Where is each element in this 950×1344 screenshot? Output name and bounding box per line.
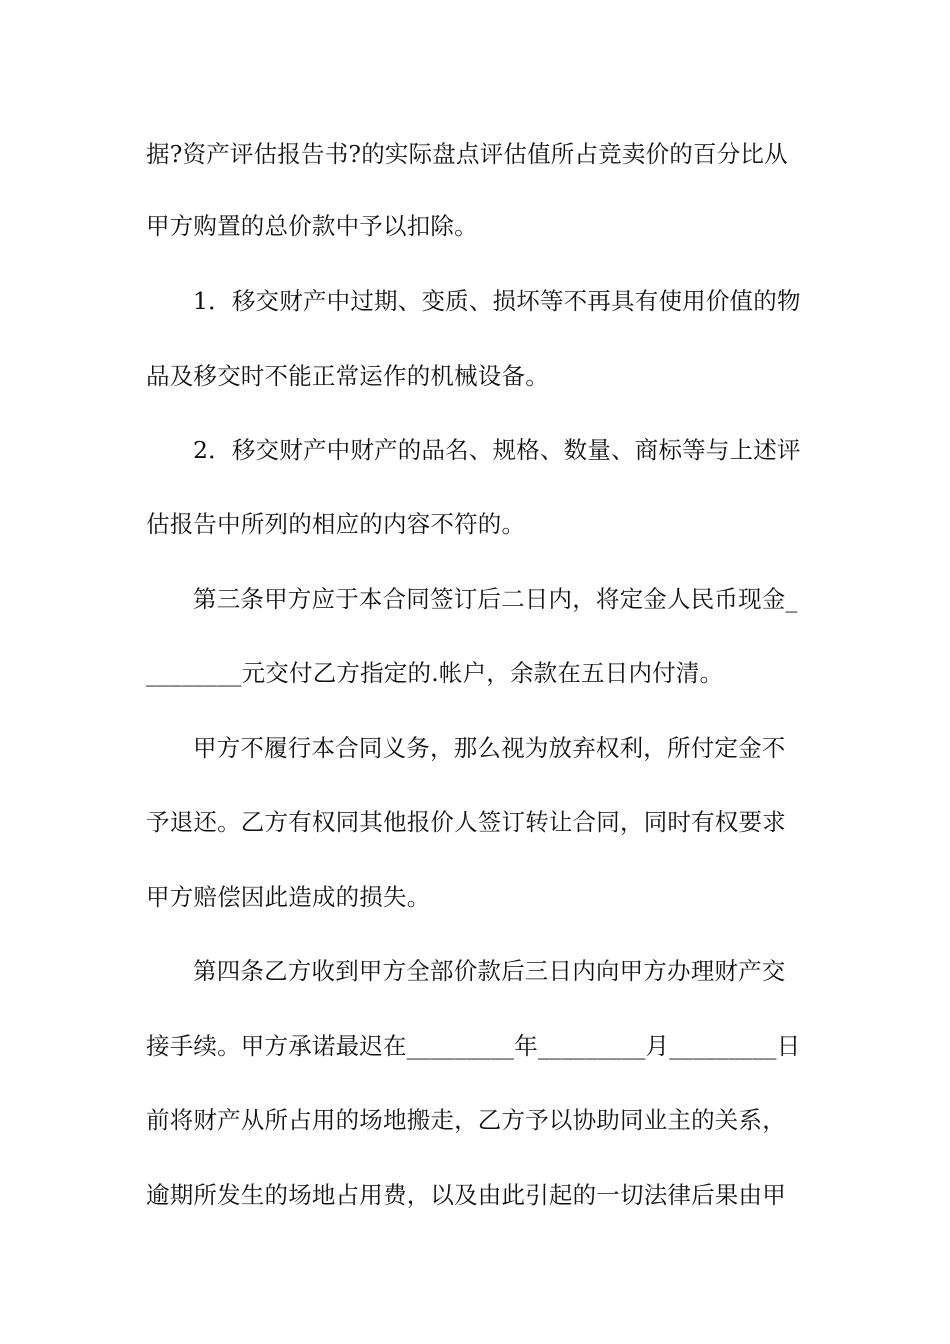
text-line: 逾期所发生的场地占用费，以及由此引起的一切法律后果由甲 xyxy=(146,1181,786,1209)
text-line: ________元交付乙方指定的.帐户，余款在五日内付清。 xyxy=(146,659,724,687)
paragraph-start-line: 第四条乙方收到甲方全部价款后三日内向甲方办理财产交 xyxy=(193,957,786,985)
text-line: 品及移交时不能正常运作的机械设备。 xyxy=(146,362,549,390)
paragraph-start-line: 甲方不履行本合同义务，那么视为放弃权利，所付定金不 xyxy=(193,734,786,762)
paragraph-start-line: 第三条甲方应于本合同签订后二日内，将定金人民币现金_ xyxy=(193,585,798,613)
text-line: 甲方购置的总价款中予以扣除。 xyxy=(146,212,478,240)
text-line: 接手续。甲方承诺最迟在_________年_________月_________日 xyxy=(146,1032,801,1060)
text-line: 予退还。乙方有权同其他报价人签订转让合同，同时有权要求 xyxy=(146,808,786,836)
text-line: 估报告中所列的相应的内容不符的。 xyxy=(146,510,526,538)
text-line: 甲方赔偿因此造成的损失。 xyxy=(146,883,431,911)
paragraph-start-line: 1．移交财产中过期、变质、损坏等不再具有使用价值的物 xyxy=(193,287,801,315)
text-line: 前将财产从所占用的场地搬走，乙方予以协助同业主的关系， xyxy=(146,1106,786,1134)
text-line: 据?资产评估报告书?的实际盘点评估值所占竞卖价的百分比从 xyxy=(146,140,788,168)
paragraph-start-line: 2．移交财产中财产的品名、规格、数量、商标等与上述评 xyxy=(193,436,801,464)
